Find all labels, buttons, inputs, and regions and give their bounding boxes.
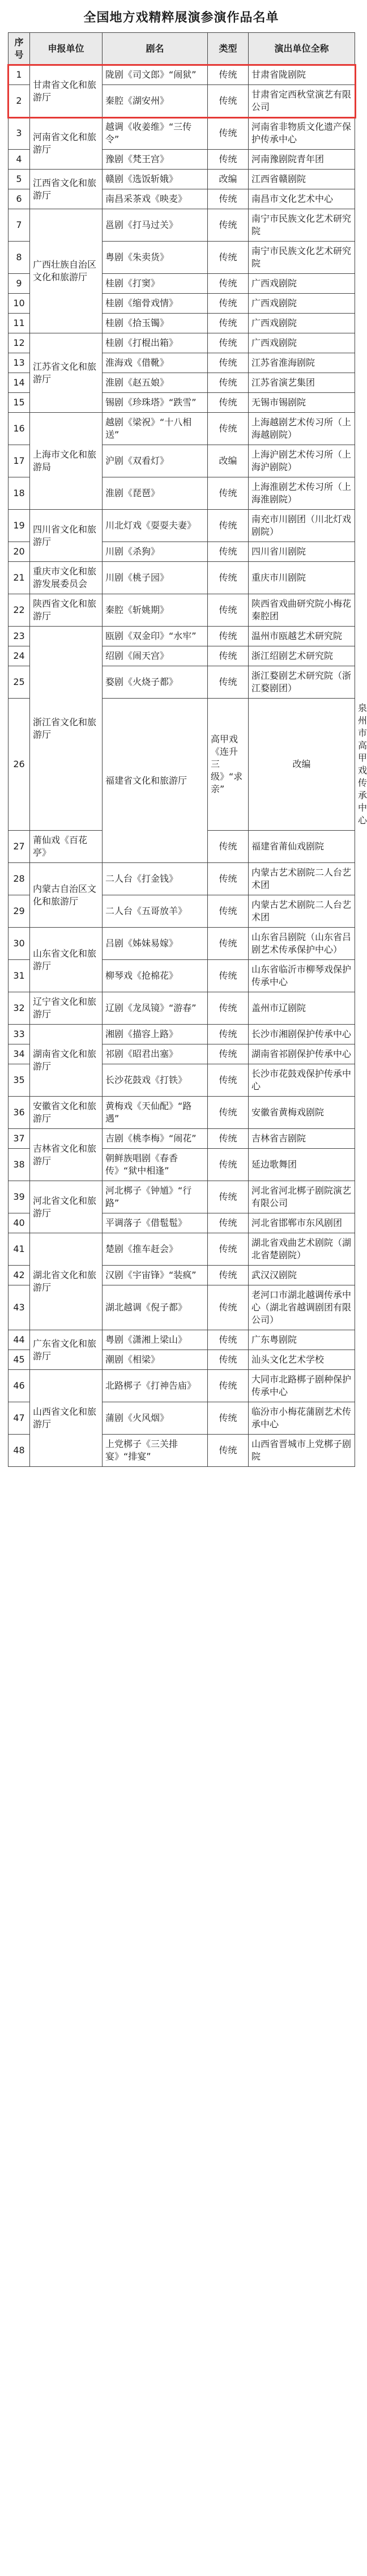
- row-type: 传统: [208, 831, 249, 863]
- row-play-title: 川剧《杀狗》: [103, 542, 208, 562]
- row-type: 传统: [208, 189, 249, 209]
- row-applicant-unit: 甘肃省文化和旅游厅: [30, 65, 103, 117]
- row-play-title: 桂剧《缩骨戏情》: [103, 294, 208, 314]
- row-applicant-unit: 吉林省文化和旅游厅: [30, 1129, 103, 1181]
- table-row: [8, 209, 355, 242]
- row-applicant-unit: 四川省文化和旅游厅: [30, 510, 103, 562]
- row-applicant-unit: 江西省文化和旅游厅: [30, 170, 103, 209]
- row-troupe: 汕头文化艺术学校: [249, 1350, 355, 1370]
- row-number: 44: [8, 1330, 30, 1350]
- row-troupe: 江苏省淮海剧院: [249, 353, 355, 373]
- row-play-title: 粤剧《潇湘上梁山》: [103, 1330, 208, 1350]
- row-troupe: 上海淮剧艺术传习所（上海淮剧院）: [249, 477, 355, 510]
- row-type: 传统: [208, 1181, 249, 1213]
- row-troupe: 陕西省戏曲研究院小梅花秦腔团: [249, 594, 355, 627]
- row-type: 传统: [208, 928, 249, 960]
- row-play-title: 越调《收姜维》“三传令”: [103, 117, 208, 150]
- row-number: 3: [8, 117, 30, 150]
- row-type: 传统: [208, 1285, 249, 1330]
- row-number: 29: [8, 895, 30, 928]
- row-number: 41: [8, 1233, 30, 1266]
- table-row: 26 福建省文化和旅游厅 高甲戏《连升三级》“求亲” 改编 泉州市高甲戏传承中心: [8, 699, 355, 831]
- row-number: 36: [8, 1097, 30, 1129]
- table-row: [8, 594, 355, 627]
- row-number: 18: [8, 477, 30, 510]
- row-type: 传统: [208, 992, 249, 1025]
- row-troupe: 山东省临沂市柳琴戏保护传承中心: [249, 960, 355, 992]
- row-number: 14: [8, 373, 30, 393]
- row-troupe: 江苏省演艺集团: [249, 373, 355, 393]
- row-number: 9: [8, 274, 30, 294]
- row-troupe: 上海越剧艺术传习所（上海越剧院）: [249, 413, 355, 445]
- row-troupe: 吉林省吉剧院: [249, 1129, 355, 1149]
- program-table: [8, 32, 367, 1467]
- row-type: 改编: [249, 699, 355, 831]
- row-troupe: 河南豫剧院青年团: [249, 150, 355, 170]
- row-type: 传统: [208, 294, 249, 314]
- row-play-title: 锡剧《珍珠塔》“跌雪”: [103, 393, 208, 413]
- row-applicant-unit: 上海市文化和旅游局: [30, 413, 103, 510]
- row-type: 传统: [208, 333, 249, 353]
- row-play-title: 河北梆子《钟馗》“行路”: [103, 1181, 208, 1213]
- row-number: 34: [8, 1044, 30, 1064]
- table-row: [8, 1097, 355, 1129]
- row-number: 13: [8, 353, 30, 373]
- row-type: 传统: [208, 1097, 249, 1129]
- row-number: 16: [8, 413, 30, 445]
- row-play-title: 湘剧《描容上路》: [103, 1025, 208, 1044]
- row-applicant-unit: 河南省文化和旅游厅: [30, 117, 103, 170]
- row-type: 传统: [208, 393, 249, 413]
- row-type: 传统: [208, 895, 249, 928]
- row-troupe: 盖州市辽剧院: [249, 992, 355, 1025]
- row-troupe: 广西戏剧院: [249, 333, 355, 353]
- row-troupe: 河北省邯郸市东风剧团: [249, 1213, 355, 1233]
- row-play-title: 陇剧《司文郎》“闹狱”: [103, 65, 208, 85]
- row-type: 传统: [208, 1129, 249, 1149]
- row-troupe: 无锡市锡剧院: [249, 393, 355, 413]
- row-applicant-unit: 江苏省文化和旅游厅: [30, 333, 103, 413]
- row-troupe: 山西省晋城市上党梆子剧院: [249, 1435, 355, 1467]
- row-troupe: 广西戏剧院: [249, 294, 355, 314]
- row-play-title: 湖北越调《倪子都》: [103, 1285, 208, 1330]
- row-troupe: 内蒙古艺术剧院二人台艺术团: [249, 863, 355, 895]
- table-row: [8, 1181, 355, 1213]
- row-number: 24: [8, 646, 30, 666]
- row-type: 传统: [208, 1149, 249, 1181]
- table-row: [8, 1330, 355, 1350]
- row-type: 传统: [208, 1402, 249, 1435]
- row-applicant-unit: 广西壮族自治区文化和旅游厅: [30, 209, 103, 333]
- row-type: 传统: [208, 627, 249, 646]
- table-row: [8, 170, 355, 189]
- row-play-title: 吉剧《桃李梅》“闹花”: [103, 1129, 208, 1149]
- row-number: 2: [8, 85, 30, 117]
- row-type: 传统: [208, 1370, 249, 1402]
- table-body: [8, 65, 367, 1467]
- table-row: [8, 1025, 355, 1044]
- row-troupe: 武汉汉剧院: [249, 1266, 355, 1285]
- header-unit: 申报单位: [30, 33, 103, 65]
- row-troupe: 甘肃省陇剧院: [249, 65, 355, 85]
- row-type: 传统: [208, 274, 249, 294]
- row-number: 37: [8, 1129, 30, 1149]
- row-type: 传统: [208, 1233, 249, 1266]
- row-applicant-unit: 陕西省文化和旅游厅: [30, 594, 103, 627]
- row-type: 传统: [208, 1435, 249, 1467]
- row-type: 传统: [208, 85, 249, 117]
- row-number: 31: [8, 960, 30, 992]
- row-number: 22: [8, 594, 30, 627]
- row-number: 17: [8, 445, 30, 477]
- row-troupe: 河南省非物质文化遗产保护传承中心: [249, 117, 355, 150]
- row-play-title: 淮剧《琵琶》: [103, 477, 208, 510]
- table-row: [8, 333, 355, 353]
- row-number: 1: [8, 65, 30, 85]
- row-play-title: 沪剧《双看灯》: [103, 445, 208, 477]
- row-troupe: 湖南省祁剧保护传承中心: [249, 1044, 355, 1064]
- row-number: 23: [8, 627, 30, 646]
- row-number: 25: [8, 666, 30, 699]
- row-troupe: 南充市川剧团（川北灯戏剧院）: [249, 510, 355, 542]
- table-row: [8, 413, 355, 445]
- row-applicant-unit: 山东省文化和旅游厅: [30, 928, 103, 992]
- row-number: 10: [8, 294, 30, 314]
- row-play-title: 邕剧《打马过关》: [103, 209, 208, 242]
- table-row: [8, 117, 355, 150]
- row-play-title: 秦腔《湖安州》: [103, 85, 208, 117]
- row-number: 30: [8, 928, 30, 960]
- header-troupe: 演出单位全称: [249, 33, 355, 65]
- row-troupe: 内蒙古艺术剧院二人台艺术团: [249, 895, 355, 928]
- row-play-title: 瓯剧《双金印》“水牢”: [103, 627, 208, 646]
- row-type: 传统: [208, 562, 249, 594]
- row-play-title: 柳琴戏《抢棉花》: [103, 960, 208, 992]
- row-play-title: 桂剧《打窦》: [103, 274, 208, 294]
- row-applicant-unit: 湖南省文化和旅游厅: [30, 1025, 103, 1097]
- row-type: 传统: [208, 1350, 249, 1370]
- row-play-title: 婺剧《火烧子都》: [103, 666, 208, 699]
- row-type: 传统: [208, 1266, 249, 1285]
- row-applicant-unit: 浙江省文化和旅游厅: [30, 627, 103, 831]
- row-number: 28: [8, 863, 30, 895]
- row-type: 传统: [208, 1064, 249, 1097]
- row-type: 传统: [208, 117, 249, 150]
- row-type: 传统: [208, 373, 249, 393]
- row-play-title: 川北灯戏《耍耍夫妻》: [103, 510, 208, 542]
- row-play-title: 二人台《五哥放羊》: [103, 895, 208, 928]
- row-play-title: 蒲剧《火风烟》: [103, 1402, 208, 1435]
- row-troupe: 福建省莆仙戏剧院: [249, 831, 355, 863]
- row-play-title: 黄梅戏《天仙配》“路遇”: [103, 1097, 208, 1129]
- row-troupe: 大同市北路梆子剧种保护传承中心: [249, 1370, 355, 1402]
- row-troupe: 广东粤剧院: [249, 1330, 355, 1350]
- row-troupe: 江西省赣剧院: [249, 170, 355, 189]
- row-play-title: 秦腔《斩姚期》: [103, 594, 208, 627]
- row-applicant-unit: 辽宁省文化和旅游厅: [30, 992, 103, 1025]
- row-troupe: 浙江绍剧艺术研究院: [249, 646, 355, 666]
- row-number: 19: [8, 510, 30, 542]
- row-play-title: 豫剧《梵王宫》: [103, 150, 208, 170]
- row-applicant-unit: 安徽省文化和旅游厅: [30, 1097, 103, 1129]
- row-type: 传统: [208, 666, 249, 699]
- header-type: 类型: [208, 33, 249, 65]
- row-play-title: 赣剧《选饭斩娥》: [103, 170, 208, 189]
- row-number: 33: [8, 1025, 30, 1044]
- row-number: 40: [8, 1213, 30, 1233]
- row-type: 传统: [208, 1025, 249, 1044]
- row-type: 传统: [208, 594, 249, 627]
- row-number: 8: [8, 242, 30, 274]
- row-number: 47: [8, 1402, 30, 1435]
- row-type: 传统: [208, 1330, 249, 1350]
- row-type: 传统: [208, 1213, 249, 1233]
- row-applicant-unit: 重庆市文化和旅游发展委员会: [30, 562, 103, 594]
- row-applicant-unit: 河北省文化和旅游厅: [30, 1181, 103, 1233]
- row-type: 传统: [208, 65, 249, 85]
- row-type: 改编: [208, 445, 249, 477]
- row-play-title: 朝鲜族唱剧《春香传》“狱中相逢”: [103, 1149, 208, 1181]
- row-troupe: 长沙市湘剧保护传承中心: [249, 1025, 355, 1044]
- row-troupe: 南昌市文化艺术中心: [249, 189, 355, 209]
- row-troupe: 临汾市小梅花蒲剧艺术传承中心: [249, 1402, 355, 1435]
- row-number: 35: [8, 1064, 30, 1097]
- row-applicant-unit: 内蒙古自治区文化和旅游厅: [30, 863, 103, 928]
- row-number: 21: [8, 562, 30, 594]
- row-troupe: 甘肃省定西秋堂演艺有限公司: [249, 85, 355, 117]
- row-play-title: 粤剧《朱卖货》: [103, 242, 208, 274]
- row-number: 39: [8, 1181, 30, 1213]
- row-type: 传统: [208, 960, 249, 992]
- row-troupe: 河北省河北梆子剧院演艺有限公司: [249, 1181, 355, 1213]
- row-troupe: 长沙市花鼓戏保护传承中心: [249, 1064, 355, 1097]
- row-type: 传统: [208, 863, 249, 895]
- row-play-title: 北路梆子《打神告庙》: [103, 1370, 208, 1402]
- row-play-title: 桂剧《打棍出箱》: [103, 333, 208, 353]
- row-applicant-unit: 山西省文化和旅游厅: [30, 1370, 103, 1467]
- header-play: 剧名: [103, 33, 208, 65]
- row-play-title: 潮剧《相梁》: [103, 1350, 208, 1370]
- row-type: 传统: [208, 1044, 249, 1064]
- row-type: 传统: [208, 510, 249, 542]
- row-number: 45: [8, 1350, 30, 1370]
- row-troupe: 广西戏剧院: [249, 314, 355, 333]
- row-number: 32: [8, 992, 30, 1025]
- row-play-title: 汉剧《宇宙锋》“装疯”: [103, 1266, 208, 1285]
- table-wrapper: [0, 32, 367, 1467]
- row-play-title: 莆仙戏《百花亭》: [30, 831, 103, 863]
- table-row: [8, 562, 355, 594]
- row-number: 27: [8, 831, 30, 863]
- row-number: 46: [8, 1370, 30, 1402]
- row-type: 传统: [208, 646, 249, 666]
- row-troupe: 上海沪剧艺术传习所（上海沪剧院）: [249, 445, 355, 477]
- row-number: 6: [8, 189, 30, 209]
- row-number: 4: [8, 150, 30, 170]
- row-applicant-unit: 湖北省文化和旅游厅: [30, 1233, 103, 1330]
- row-type: 传统: [208, 353, 249, 373]
- row-number: 26: [8, 699, 30, 831]
- row-applicant-unit: 福建省文化和旅游厅: [103, 699, 208, 863]
- row-play-title: 辽剧《龙凤镜》“游春”: [103, 992, 208, 1025]
- row-troupe: 安徽省黄梅戏剧院: [249, 1097, 355, 1129]
- row-type: 传统: [208, 477, 249, 510]
- row-applicant-unit: 广东省文化和旅游厅: [30, 1330, 103, 1370]
- row-troupe: 延边歌舞团: [249, 1149, 355, 1181]
- row-play-title: 长沙花鼓戏《打铁》: [103, 1064, 208, 1097]
- row-number: 15: [8, 393, 30, 413]
- row-number: 42: [8, 1266, 30, 1285]
- row-number: 38: [8, 1149, 30, 1181]
- row-type: 传统: [208, 314, 249, 333]
- row-play-title: 祁剧《昭君出塞》: [103, 1044, 208, 1064]
- row-troupe: 浙江婺剧艺术研究院（浙江婺剧团）: [249, 666, 355, 699]
- row-play-title: 桂剧《拾玉镯》: [103, 314, 208, 333]
- table-row: [8, 863, 355, 895]
- table-row: [8, 627, 355, 646]
- table-row: [8, 65, 355, 85]
- row-number: 12: [8, 333, 30, 353]
- row-type: 传统: [208, 413, 249, 445]
- table-row: [8, 928, 355, 960]
- row-play-title: 楚剧《推车赶会》: [103, 1233, 208, 1266]
- row-number: 7: [8, 209, 30, 242]
- row-troupe: 南宁市民族文化艺术研究院: [249, 209, 355, 242]
- row-type: 传统: [208, 150, 249, 170]
- row-troupe: 广西戏剧院: [249, 274, 355, 294]
- table-row: [8, 1370, 355, 1402]
- row-number: 20: [8, 542, 30, 562]
- row-play-title: 淮剧《赵五娘》: [103, 373, 208, 393]
- row-troupe: 四川省川剧院: [249, 542, 355, 562]
- row-number: 5: [8, 170, 30, 189]
- row-play-title: 绍剧《闹天宫》: [103, 646, 208, 666]
- row-number: 48: [8, 1435, 30, 1467]
- table-row: [8, 510, 355, 542]
- row-type: 传统: [208, 209, 249, 242]
- row-play-title: 上党梆子《三关排宴》“排宴”: [103, 1435, 208, 1467]
- row-play-title: 南昌采茶戏《映麦》: [103, 189, 208, 209]
- row-troupe: 山东省吕剧院（山东省吕剧艺术传承保护中心）: [249, 928, 355, 960]
- row-play-title: 高甲戏《连升三级》“求亲”: [208, 699, 249, 831]
- table-row: [8, 1233, 355, 1266]
- row-troupe: 重庆市川剧院: [249, 562, 355, 594]
- row-play-title: 越剧《梁祝》“十八相送”: [103, 413, 208, 445]
- row-type: 传统: [208, 242, 249, 274]
- row-troupe: 温州市瓯越艺术研究院: [249, 627, 355, 646]
- row-troupe: 南宁市民族文化艺术研究院: [249, 242, 355, 274]
- table-row: [8, 1129, 355, 1149]
- row-play-title: 川剧《桃子园》: [103, 562, 208, 594]
- row-type: 改编: [208, 170, 249, 189]
- row-troupe: 湖北省戏曲艺术剧院（湖北省楚剧院）: [249, 1233, 355, 1266]
- header-no: 序号: [8, 33, 30, 65]
- row-troupe: 老河口市湖北越调传承中心（湖北省越调剧团有限公司）: [249, 1285, 355, 1330]
- row-number: 11: [8, 314, 30, 333]
- row-play-title: 二人台《打金钱》: [103, 863, 208, 895]
- row-play-title: 吕剧《姊妹易嫁》: [103, 928, 208, 960]
- row-play-title: 淮海戏《借靴》: [103, 353, 208, 373]
- table-row: [8, 992, 355, 1025]
- table-header-row: [8, 33, 355, 65]
- row-number: 43: [8, 1285, 30, 1330]
- row-play-title: 平调落子《借髢髢》: [103, 1213, 208, 1233]
- row-type: 传统: [208, 542, 249, 562]
- document-title: 全国地方戏精粹展演参演作品名单: [83, 11, 279, 25]
